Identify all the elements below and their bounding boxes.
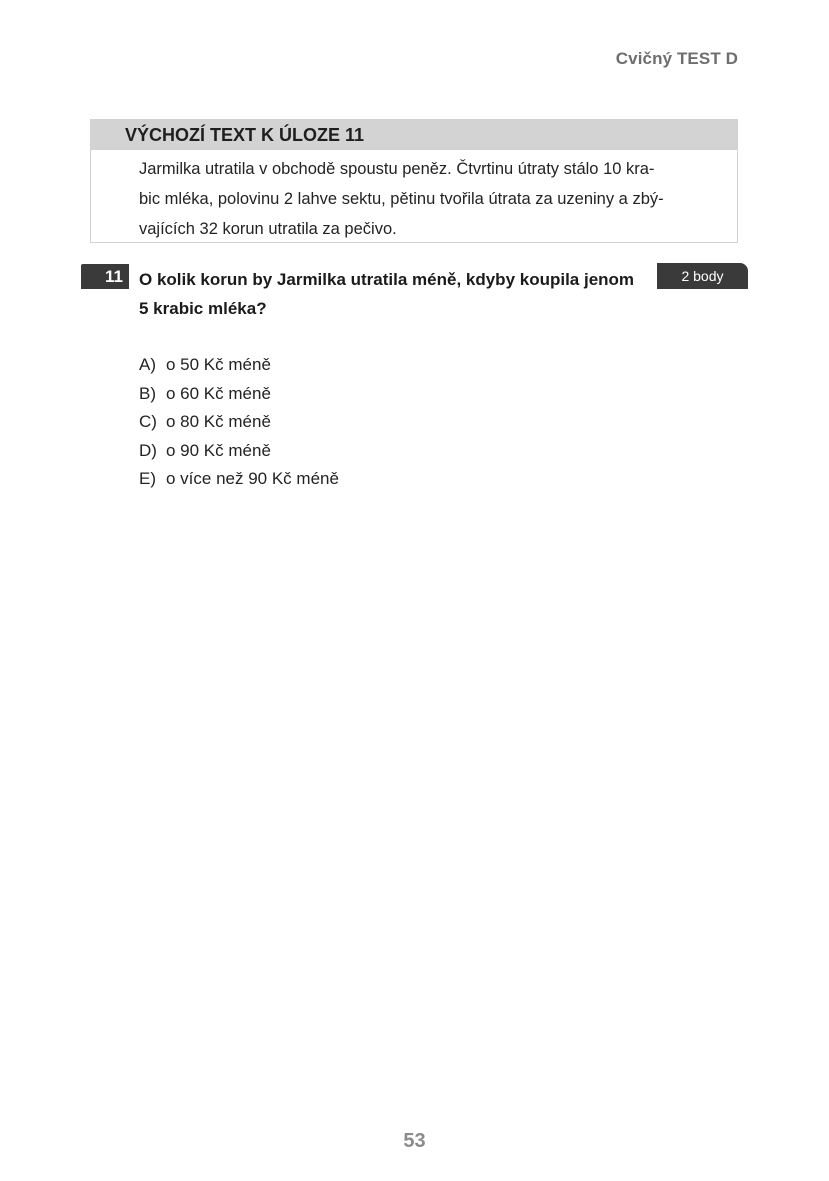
option-letter: B)	[139, 383, 156, 403]
question-line: 5 krabic mléka?	[139, 299, 267, 318]
source-text-box	[90, 119, 738, 243]
answer-options	[139, 351, 339, 494]
option-letter: E)	[139, 469, 156, 488]
source-text-heading: VÝCHOZÍ TEXT K ÚLOZE 11	[91, 120, 737, 150]
option-text: o 90 Kč méně	[166, 440, 271, 460]
option-letter: A)	[139, 355, 156, 374]
source-text-line: vajících 32 korun utratila za pečivo.	[139, 220, 397, 238]
option-letter: D)	[139, 440, 157, 460]
question-line: O kolik korun by Jarmilka utratila méně, kdyby koupila jenom	[139, 270, 635, 289]
answer-option-d[interactable]	[139, 437, 339, 466]
source-text-body	[91, 150, 737, 244]
points-badge: 2 body	[657, 263, 748, 289]
option-letter: C)	[139, 412, 157, 431]
answer-option-c[interactable]	[139, 408, 339, 437]
task-number-badge: 11	[81, 264, 129, 289]
question-text	[139, 265, 644, 323]
option-text: o více než 90 Kč méně	[166, 469, 339, 488]
source-text-line: bic mléka, polovinu 2 lahve sektu, pětinu tvořila útrata za uzeniny a zbý-	[139, 190, 664, 208]
answer-option-a[interactable]	[139, 351, 339, 380]
answer-option-b[interactable]	[139, 380, 339, 409]
running-title: Cvičný TEST D	[615, 49, 738, 68]
option-text: o 60 Kč méně	[166, 383, 271, 403]
answer-option-e[interactable]	[139, 465, 339, 494]
option-text: o 80 Kč méně	[166, 412, 271, 431]
page-number: 53	[403, 1130, 426, 1152]
option-text: o 50 Kč méně	[166, 355, 271, 374]
source-text-line: Jarmilka utratila v obchodě spoustu peněz. Čtvrtinu útraty stálo 10 kra-	[139, 160, 655, 178]
